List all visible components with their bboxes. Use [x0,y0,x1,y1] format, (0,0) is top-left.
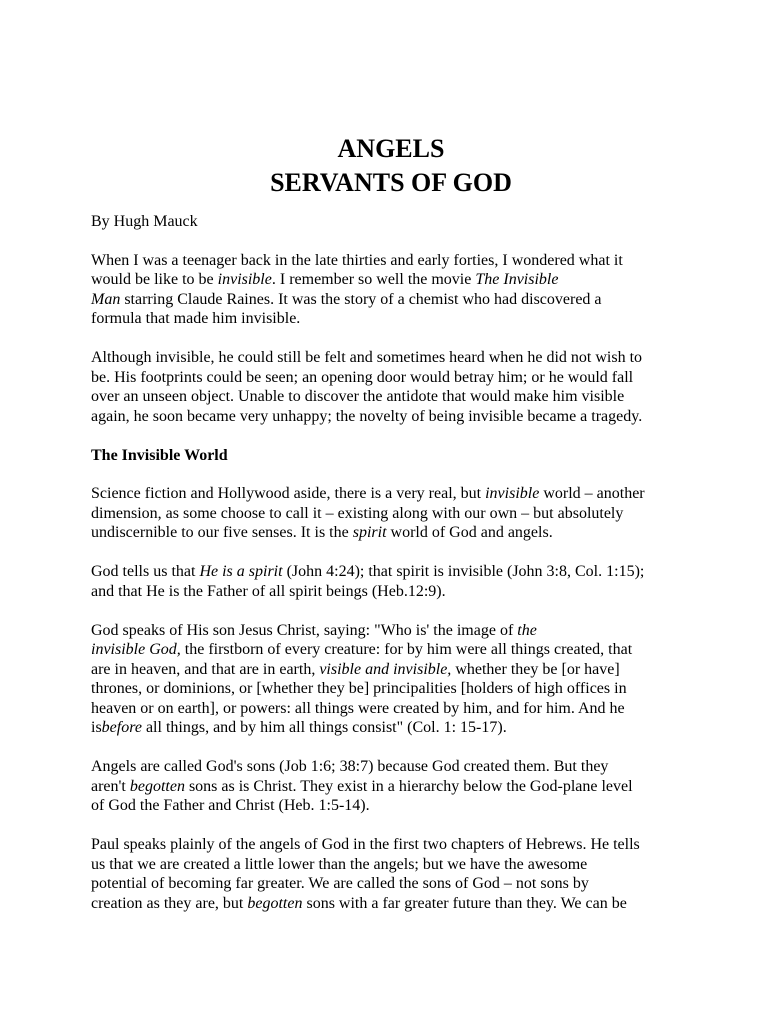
paragraph-5: God speaks of His son Jesus Christ, saying: "Who is' the image of the invisible God, the firstborn of every creature: for by him were all things created, that are in heaven, and that are in earth, visible and invisible, whether they be [or have] thrones, or dominions, or [whether they be] principalities [holders of high offices in heaven or on earth], or powers: all things were created by him, and for him. And he isbefore all things, and by him all things consist" (Col. 1: 15-17). [91,621,633,736]
paragraph-4: God tells us that He is a spirit (John 4:24); that spirit is invisible (John 3:8, Col. 1:15); and that He is the Father of all spirit beings (Heb.12:9). [91,563,645,600]
paragraph-6: Angels are called God's sons (Job 1:6; 38:7) because God created them. But they aren't begotten sons as is Christ. They exist in a hierarchy below the God-plane level of God the Father and Christ (Heb. 1:5-14). [91,758,633,814]
document-title [91,132,691,200]
section-heading: The Invisible World [91,446,228,464]
paragraph-1: When I was a teenager back in the late thirties and early forties, I wondered what it would be like to be invisible. I remember so well the movie The Invisible Man starring Claude Raines. It was the story of a chemist who had discovered a formula that made him invisible. [91,251,623,327]
paragraph-7: Paul speaks plainly of the angels of God in the first two chapters of Hebrews. He tells us that we are created a little lower than the angels; but we have the awesome potential of becoming far greater. We are called the sons of God – not sons by creation as they are, but begotten sons with a far greater future than they. We can be [91,836,640,912]
paragraph-3: Science fiction and Hollywood aside, there is a very real, but invisible world – another dimension, as some choose to call it – existing along with our own – but absolutely undiscernible to our five senses. It is the spirit world of God and angels. [91,485,645,541]
title-line-2: SERVANTS OF GOD [270,168,512,197]
author-byline: By Hugh Mauck [91,213,198,230]
title-line-1: ANGELS [337,134,445,163]
paragraph-2: Although invisible, he could still be felt and sometimes heard when he did not wish to be. His footprints could be seen; an opening door would betray him; or he would fall over an unseen object. Unable to discover the antidote that would make him visible again, he soon became very unhappy; the novelty of being invisible became a tragedy. [91,349,643,425]
document-page [91,132,691,933]
